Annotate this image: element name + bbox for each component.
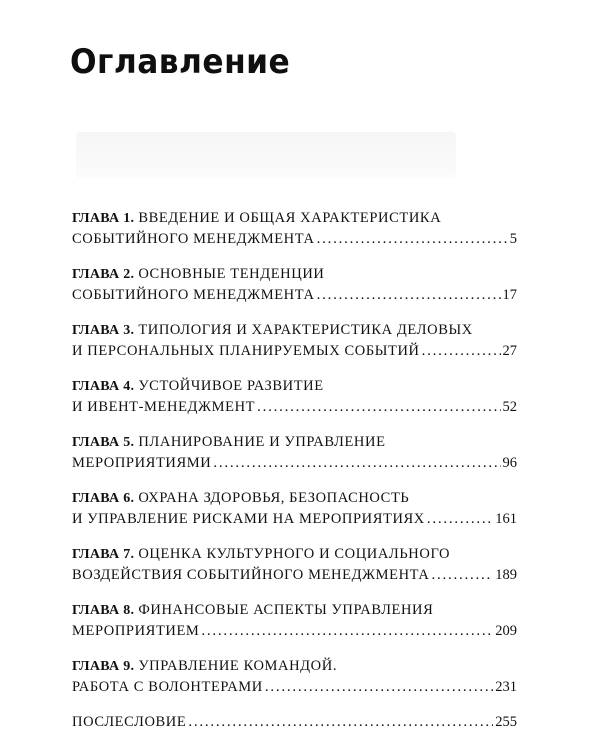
chapter-title-line-1: ОСНОВНЫЕ ТЕНДЕНЦИИ — [138, 266, 325, 282]
chapter-title-line-2: МЕРОПРИЯТИЯМИ — [72, 455, 212, 471]
dot-leader — [317, 285, 501, 305]
afterword-label: ПОСЛЕСЛОВИЕ — [72, 714, 187, 730]
page-number: 27 — [502, 343, 517, 359]
chapter-number: ГЛАВА 4. — [72, 379, 135, 394]
chapter-title-line-2: СОБЫТИЙНОГО МЕНЕДЖМЕНТА — [72, 231, 315, 247]
page-number: 209 — [495, 623, 517, 639]
dot-leader — [317, 229, 508, 249]
chapter-title-line-2: И ПЕРСОНАЛЬНЫХ ПЛАНИРУЕМЫХ СОБЫТИЙ — [72, 343, 420, 359]
page-number: 96 — [502, 455, 517, 471]
dot-leader — [422, 341, 501, 361]
toc-entry-chapter-1[interactable] — [72, 208, 517, 249]
page-number: 255 — [495, 714, 517, 730]
toc-entry-chapter-5[interactable] — [72, 432, 517, 473]
chapter-title-line-2: И ИВЕНТ-МЕНЕДЖМЕНТ — [72, 399, 256, 415]
toc-entry-chapter-7[interactable] — [72, 544, 517, 585]
page-number: 17 — [502, 287, 517, 303]
chapter-number: ГЛАВА 5. — [72, 435, 135, 450]
chapter-title-line-1: УСТОЙЧИВОЕ РАЗВИТИЕ — [138, 378, 324, 394]
chapter-title-line-1: ВВЕДЕНИЕ И ОБЩАЯ ХАРАКТЕРИСТИКА — [138, 210, 442, 226]
toc-entry-chapter-9[interactable] — [72, 656, 517, 697]
page-number: 161 — [495, 511, 517, 527]
chapter-number: ГЛАВА 6. — [72, 491, 135, 506]
chapter-title-line-1: УПРАВЛЕНИЕ КОМАНДОЙ. — [138, 658, 338, 674]
dot-leader — [213, 453, 500, 473]
dot-leader — [188, 712, 493, 732]
chapter-title-line-1: ФИНАНСОВЫЕ АСПЕКТЫ УПРАВЛЕНИЯ — [138, 602, 434, 618]
chapter-title-line-1: ПЛАНИРОВАНИЕ И УПРАВЛЕНИЕ — [138, 434, 386, 450]
page-number: 52 — [502, 399, 517, 415]
page-number: 5 — [509, 231, 517, 247]
chapter-title-line-2: И УПРАВЛЕНИЕ РИСКАМИ НА МЕРОПРИЯТИЯХ — [72, 511, 425, 527]
faded-text-area — [76, 132, 456, 178]
chapter-title-line-1: ТИПОЛОГИЯ И ХАРАКТЕРИСТИКА ДЕЛОВЫХ — [138, 322, 473, 338]
toc-entry-chapter-2[interactable] — [72, 264, 517, 305]
chapter-title-line-1: ОЦЕНКА КУЛЬТУРНОГО И СОЦИАЛЬНОГО — [138, 546, 451, 562]
chapter-title-line-2: СОБЫТИЙНОГО МЕНЕДЖМЕНТА — [72, 287, 315, 303]
chapter-title-line-2: РАБОТА С ВОЛОНТЕРАМИ — [72, 679, 263, 695]
dot-leader — [427, 509, 493, 529]
chapter-title-line-2: ВОЗДЕЙСТВИЯ СОБЫТИЙНОГО МЕНЕДЖМЕНТА — [72, 567, 430, 583]
chapter-title-line-1: ОХРАНА ЗДОРОВЬЯ, БЕЗОПАСНОСТЬ — [138, 490, 410, 506]
toc-entry-chapter-4[interactable] — [72, 376, 517, 417]
page-number: 231 — [495, 679, 517, 695]
dot-leader — [201, 621, 493, 641]
dot-leader — [431, 565, 493, 585]
chapter-number: ГЛАВА 3. — [72, 323, 135, 338]
chapter-number: ГЛАВА 2. — [72, 267, 135, 282]
dot-leader — [265, 677, 493, 697]
chapter-number: ГЛАВА 7. — [72, 547, 135, 562]
toc-entry-chapter-3[interactable] — [72, 320, 517, 361]
toc-entry-chapter-8[interactable] — [72, 600, 517, 641]
toc-entry-chapter-6[interactable] — [72, 488, 517, 529]
page-number: 189 — [495, 567, 517, 583]
table-of-contents — [72, 208, 517, 747]
chapter-title-line-2: МЕРОПРИЯТИЕМ — [72, 623, 200, 639]
page-title: Оглавление — [70, 42, 291, 82]
chapter-number: ГЛАВА 1. — [72, 211, 135, 226]
chapter-number: ГЛАВА 9. — [72, 659, 135, 674]
chapter-number: ГЛАВА 8. — [72, 603, 135, 618]
toc-entry-afterword[interactable] — [72, 712, 517, 732]
dot-leader — [257, 397, 500, 417]
